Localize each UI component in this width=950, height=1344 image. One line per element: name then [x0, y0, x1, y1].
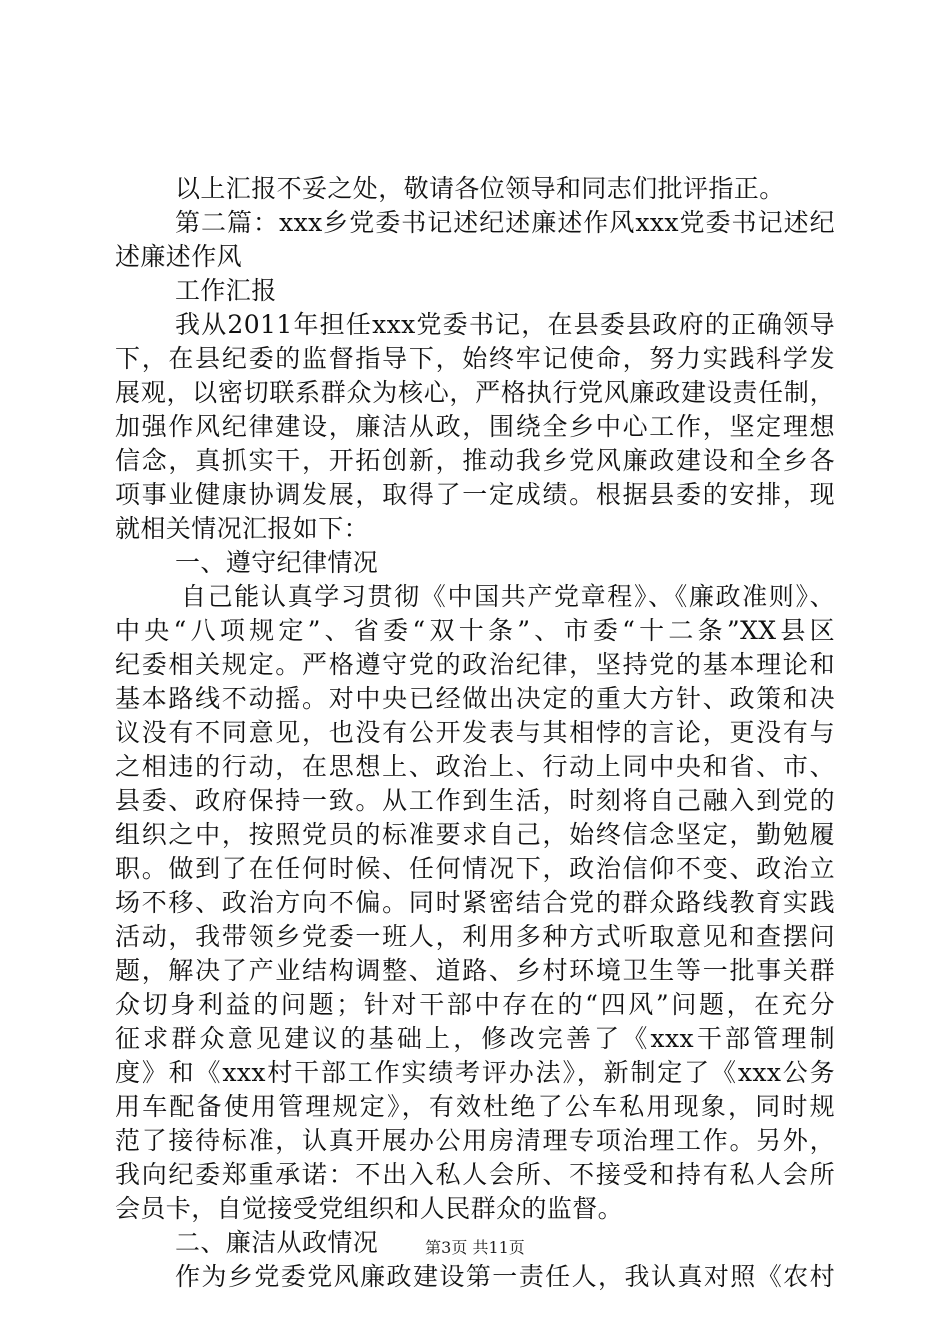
text-line: 就相关情况汇报如下：: [115, 514, 370, 543]
text-line: 我从2011年担任xxx党委书记，在县委县政府的正确领导: [175, 310, 835, 339]
text-line: 众切身利益的问题；针对干部中存在的“四风”问题，在充分: [115, 990, 835, 1019]
text-line: 加强作风纪律建设，廉洁从政，围绕全乡中心工作，坚定理想: [115, 412, 835, 441]
text-line: 自己能认真学习贯彻《中国共产党章程》、《廉政准则》、: [181, 582, 835, 611]
text-line: 作为乡党委党风廉政建设第一责任人，我认真对照《农村: [175, 1262, 835, 1291]
text-line: 会员卡，自觉接受党组织和人民群众的监督。: [115, 1194, 624, 1223]
text-line: 职。做到了在任何时候、任何情况下，政治信仰不变、政治立: [115, 854, 835, 883]
text-line: 基本路线不动摇。对中央已经做出决定的重大方针、政策和决: [115, 684, 835, 713]
text-line: 我向纪委郑重承诺：不出入私人会所、不接受和持有私人会所: [115, 1160, 835, 1189]
text-line: 中央“八项规定”、省委“双十条”、市委“十二条”XX县区: [115, 616, 835, 645]
text-line: 场不移、政治方向不偏。同时紧密结合党的群众路线教育实践: [115, 888, 835, 917]
text-line: 活动，我带领乡党委一班人，利用多种方式听取意见和查摆问: [115, 922, 835, 951]
text-line: 下，在县纪委的监督指导下，始终牢记使命，努力实践科学发: [115, 344, 835, 373]
text-line: 议没有不同意见，也没有公开发表与其相悖的言论，更没有与: [115, 718, 835, 747]
document-body: [115, 172, 835, 1294]
text-line: 用车配备使用管理规定》，有效杜绝了公车私用现象，同时规: [115, 1092, 835, 1121]
text-line: 述廉述作风: [115, 242, 243, 271]
text-line: 征求群众意见建议的基础上，修改完善了《xxx干部管理制: [115, 1024, 835, 1053]
section-heading: 二、廉洁从政情况: [175, 1228, 379, 1257]
text-line: 展观，以密切联系群众为核心，严格执行党风廉政建设责任制，: [115, 378, 835, 407]
text-line: 第二篇：xxx乡党委书记述纪述廉述作风xxx党委书记述纪: [175, 208, 835, 237]
text-line: 组织之中，按照党员的标准要求自己，始终信念坚定，勤勉履: [115, 820, 835, 849]
text-line: 以上汇报不妥之处，敬请各位领导和同志们批评指正。: [175, 174, 785, 203]
text-line: 题，解决了产业结构调整、道路、乡村环境卫生等一批事关群: [115, 956, 835, 985]
text-line: 范了接待标准，认真开展办公用房清理专项治理工作。另外，: [115, 1126, 835, 1155]
text-line: 县委、政府保持一致。从工作到生活，时刻将自己融入到党的: [115, 786, 835, 815]
text-line: 信念，真抓实干，开拓创新，推动我乡党风廉政建设和全乡各: [115, 446, 835, 475]
text-line: 度》和《xxx村干部工作实绩考评办法》，新制定了《xxx公务: [115, 1058, 835, 1087]
text-line: 纪委相关规定。严格遵守党的政治纪律，坚持党的基本理论和: [115, 650, 835, 679]
section-heading: 一、遵守纪律情况: [175, 548, 379, 577]
text-line: 之相违的行动，在思想上、政治上、行动上同中央和省、市、: [115, 752, 835, 781]
section-heading: 工作汇报: [175, 276, 277, 305]
page-number-footer: 第3页 共11页: [425, 1238, 525, 1257]
text-line: 项事业健康协调发展，取得了一定成绩。根据县委的安排，现: [115, 480, 835, 509]
